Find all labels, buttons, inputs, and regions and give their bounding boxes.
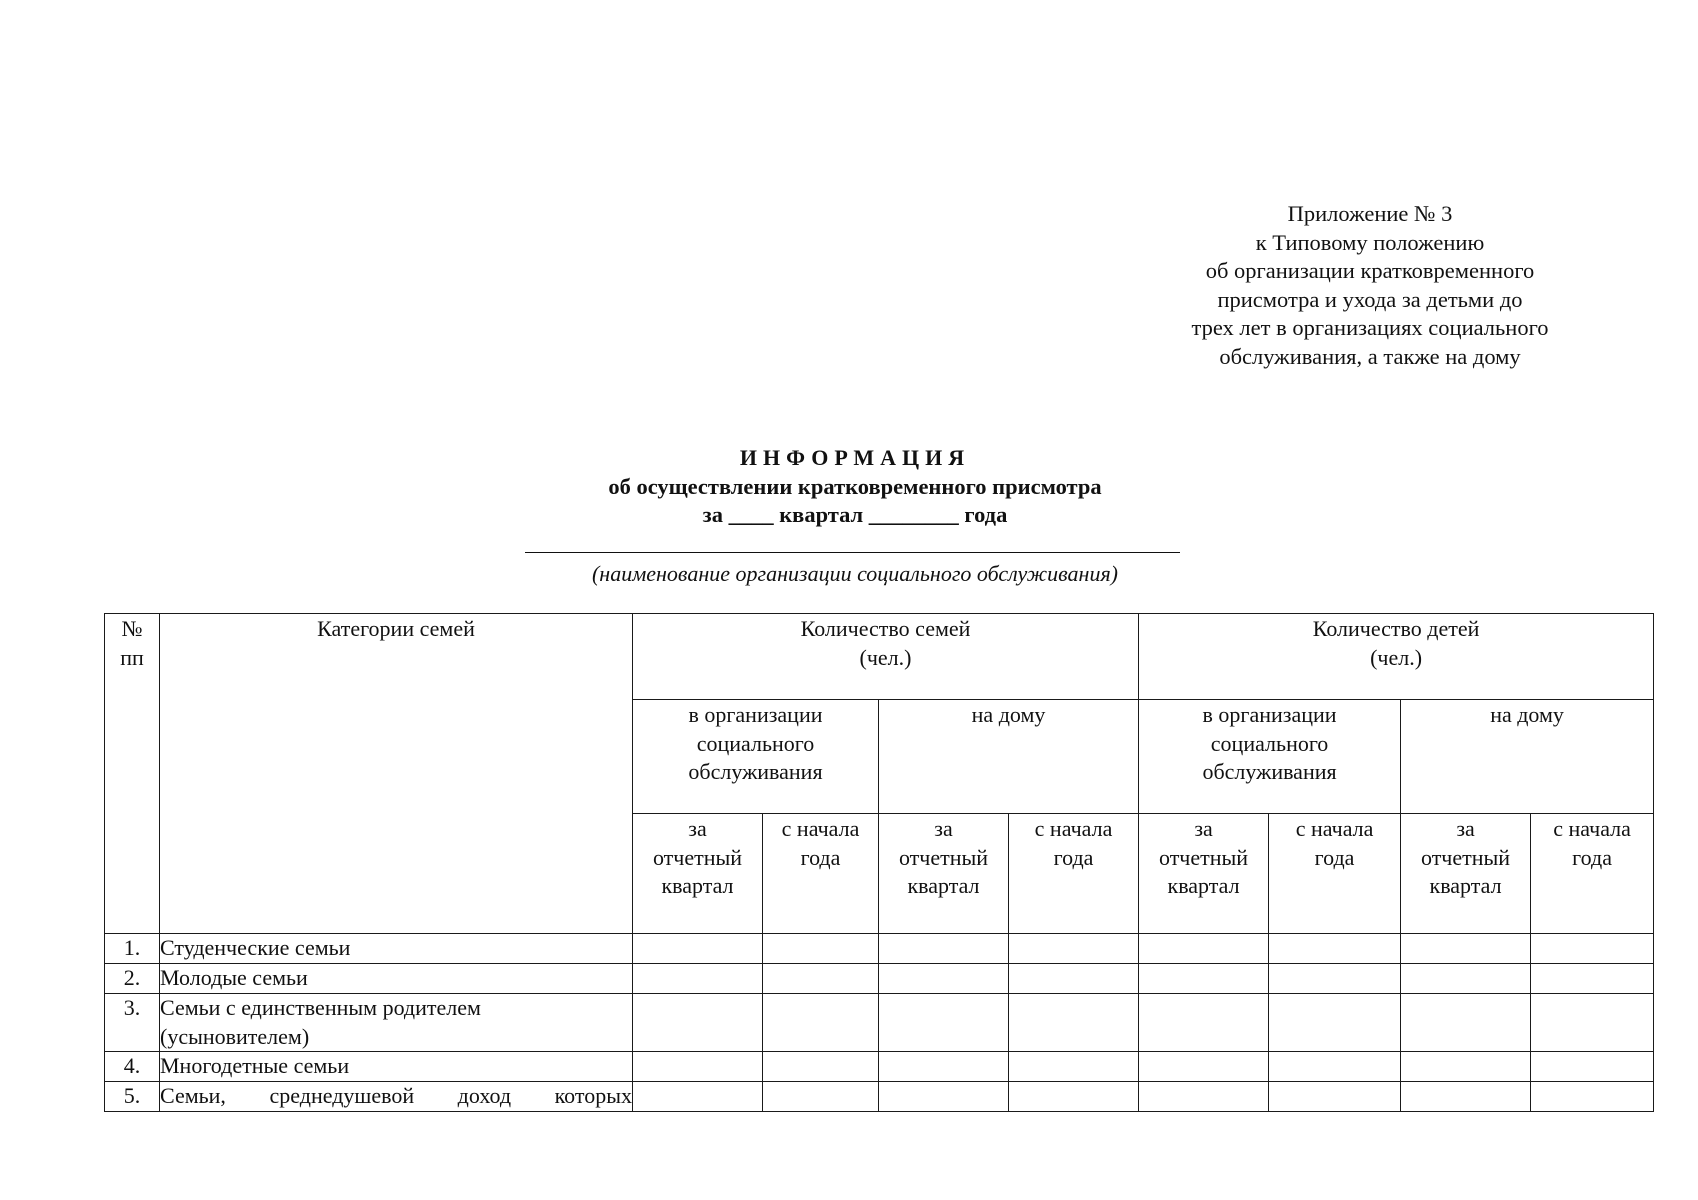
table-cell[interactable] — [633, 1052, 763, 1082]
group-header-families: Количество семей (чел.) — [633, 614, 1139, 700]
table-cell[interactable] — [1139, 1082, 1269, 1112]
column-header-quarter: за отчетный квартал — [1139, 814, 1269, 934]
table-cell[interactable] — [879, 934, 1009, 964]
table-cell[interactable] — [763, 934, 879, 964]
table-cell[interactable] — [1139, 1052, 1269, 1082]
table-cell[interactable] — [1009, 1052, 1139, 1082]
row-category: Многодетные семьи — [160, 1052, 633, 1082]
appendix-line: обслуживания, а также на дому — [1219, 343, 1521, 369]
column-header-year-start: с начала года — [1531, 814, 1654, 934]
table-cell[interactable] — [1269, 1082, 1401, 1112]
row-category: Молодые семьи — [160, 964, 633, 994]
table-cell[interactable] — [763, 1052, 879, 1082]
table-cell[interactable] — [763, 964, 879, 994]
document-title: ИНФОРМАЦИЯ — [739, 445, 971, 470]
column-header-year-start: с начала года — [1269, 814, 1401, 934]
table-cell[interactable] — [1401, 934, 1531, 964]
appendix-note — [1140, 200, 1600, 371]
table-cell[interactable] — [1401, 994, 1531, 1052]
column-header-quarter: за отчетный квартал — [879, 814, 1009, 934]
column-header-year-start: с начала года — [1009, 814, 1139, 934]
table-cell[interactable] — [879, 1082, 1009, 1112]
table-cell[interactable] — [1531, 994, 1654, 1052]
group-header-children: Количество детей (чел.) — [1139, 614, 1654, 700]
table-row — [105, 1082, 1654, 1112]
table-cell[interactable] — [1009, 934, 1139, 964]
table-cell[interactable] — [633, 994, 763, 1052]
report-table — [104, 613, 1654, 1112]
table-cell[interactable] — [1269, 964, 1401, 994]
table-cell[interactable] — [763, 994, 879, 1052]
row-category: Семьи с единственным родителем (усыновителем) — [160, 994, 633, 1052]
subheader-children-in-organization: в организации социального обслуживания — [1139, 700, 1401, 814]
appendix-line: Приложение № 3 — [1287, 201, 1453, 226]
row-number: 2. — [105, 964, 160, 994]
table-cell[interactable] — [1139, 964, 1269, 994]
table-cell[interactable] — [633, 934, 763, 964]
table-cell[interactable] — [1531, 964, 1654, 994]
table-row — [105, 934, 1654, 964]
column-header-quarter: за отчетный квартал — [1401, 814, 1531, 934]
table-row — [105, 1052, 1654, 1082]
table-cell[interactable] — [1531, 1082, 1654, 1112]
table-cell[interactable] — [1401, 1082, 1531, 1112]
document-title-block — [440, 444, 1270, 530]
row-number: 1. — [105, 934, 160, 964]
table-cell[interactable] — [1531, 1052, 1654, 1082]
appendix-line: об организации кратковременного — [1205, 258, 1535, 283]
table-cell[interactable] — [1269, 994, 1401, 1052]
column-header-number: № пп — [105, 614, 160, 934]
row-number: 3. — [105, 994, 160, 1052]
column-header-quarter: за отчетный квартал — [633, 814, 763, 934]
table-cell[interactable] — [1009, 964, 1139, 994]
table-cell[interactable] — [879, 994, 1009, 1052]
table-cell[interactable] — [633, 1082, 763, 1112]
organization-name-caption: (наименование организации социального обслуживания) — [591, 561, 1119, 586]
table-cell[interactable] — [1269, 1052, 1401, 1082]
table-cell[interactable] — [1139, 994, 1269, 1052]
document-subtitle: об осуществлении кратковременного присмотра — [608, 473, 1102, 499]
table-cell[interactable] — [1401, 964, 1531, 994]
subheader-children-at-home: на дому — [1401, 700, 1654, 814]
organization-name-line — [525, 552, 1180, 553]
subheader-families-at-home: на дому — [879, 700, 1139, 814]
reporting-period: за ____ квартал ________ года — [702, 502, 1008, 527]
table-cell[interactable] — [1401, 1052, 1531, 1082]
appendix-line: трех лет в организациях социального — [1191, 315, 1549, 340]
table-cell[interactable] — [879, 964, 1009, 994]
row-number: 5. — [105, 1082, 160, 1112]
row-category: Семьи, среднедушевой доход которых — [160, 1082, 633, 1112]
table-cell[interactable] — [1009, 994, 1139, 1052]
row-category: Студенческие семьи — [160, 934, 633, 964]
appendix-line: к Типовому положению — [1255, 229, 1485, 255]
column-header-category: Категории семей — [160, 614, 633, 934]
table-cell[interactable] — [633, 964, 763, 994]
appendix-line: присмотра и ухода за детьми до — [1217, 286, 1523, 312]
table-cell[interactable] — [763, 1082, 879, 1112]
row-number: 4. — [105, 1052, 160, 1082]
column-header-year-start: с начала года — [763, 814, 879, 934]
table-cell[interactable] — [1009, 1082, 1139, 1112]
table-cell[interactable] — [879, 1052, 1009, 1082]
table-row — [105, 994, 1654, 1052]
table-cell[interactable] — [1531, 934, 1654, 964]
table-cell[interactable] — [1269, 934, 1401, 964]
table-row — [105, 964, 1654, 994]
subheader-families-in-organization: в организации социального обслуживания — [633, 700, 879, 814]
table-cell[interactable] — [1139, 934, 1269, 964]
